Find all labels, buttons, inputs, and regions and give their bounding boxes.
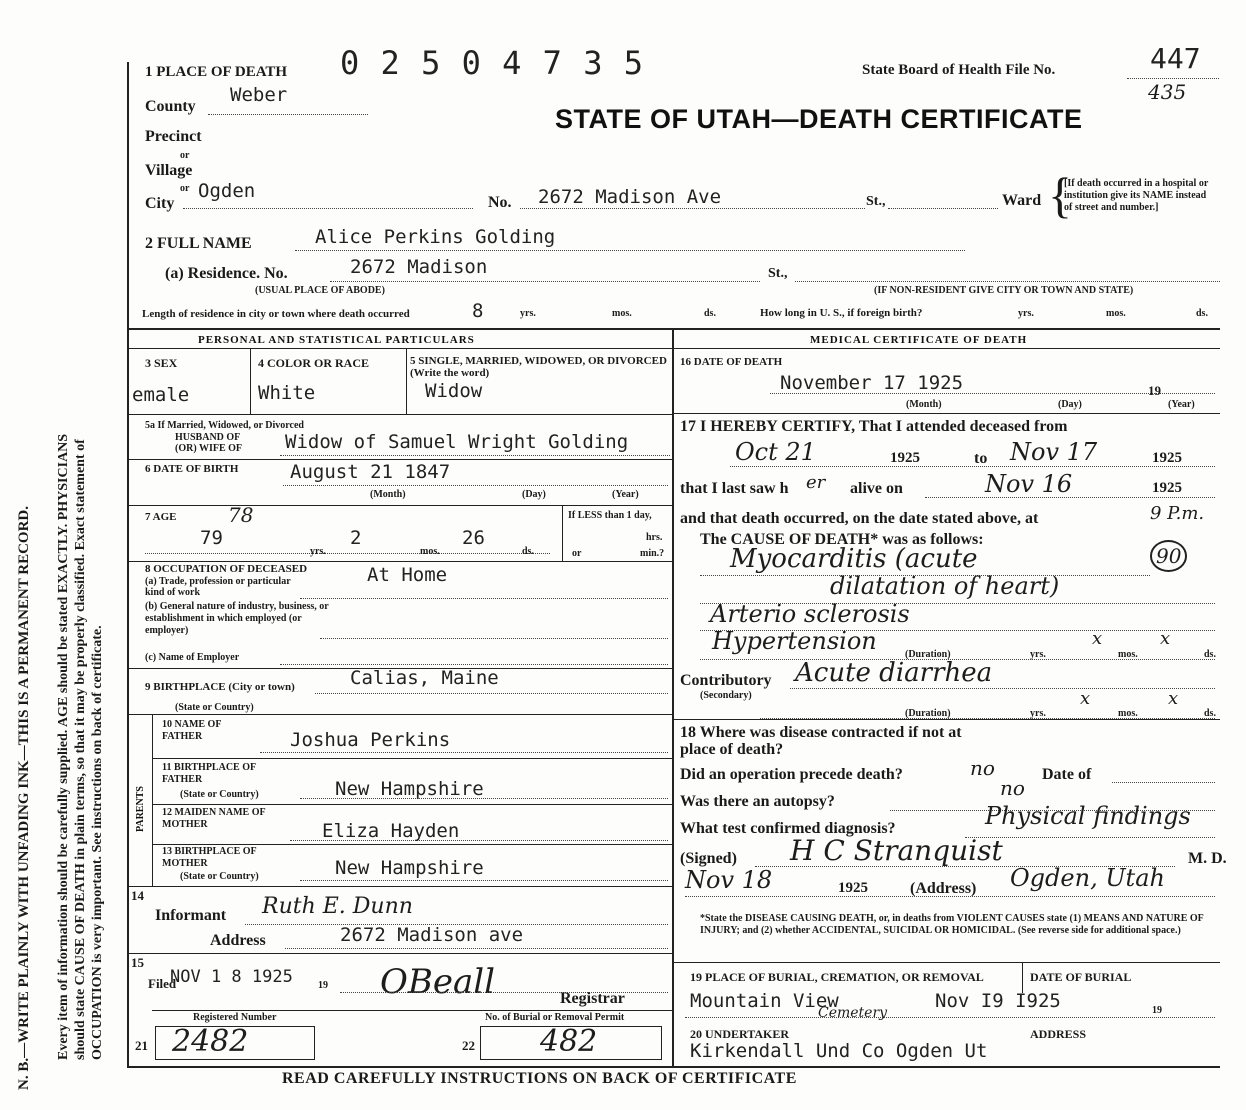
no-label: No. <box>488 194 512 211</box>
marital-value: Widow <box>425 380 483 402</box>
burial-place-hw: Cemetery <box>818 1005 888 1021</box>
cause-x-1: x <box>1092 628 1103 649</box>
cause-line-2: dilatation of heart) <box>830 572 1060 600</box>
date-of-label: Date of <box>1042 766 1092 783</box>
spouse-label-a: 5a If Married, Widowed, or Divorced <box>145 420 304 431</box>
parents-divider <box>152 715 153 887</box>
age-yrs: yrs. <box>310 546 326 557</box>
medical-section-title: MEDICAL CERTIFICATE OF DEATH <box>810 334 1028 346</box>
father-label: 10 NAME OF FATHER <box>162 719 222 742</box>
occ-label: 8 OCCUPATION OF DECEASED <box>145 563 308 575</box>
ward-bracket: { <box>1048 167 1072 223</box>
signed-label: (Signed) <box>680 850 737 867</box>
occ-line <box>300 598 668 599</box>
father-bp-label: 11 BIRTHPLACE OF FATHER <box>162 762 256 785</box>
item-15: 15 <box>131 955 144 970</box>
full-name-line <box>295 250 965 251</box>
age-ds: ds. <box>522 546 534 557</box>
contributory-value: Acute diarrhea <box>795 658 993 688</box>
alive-on-label: alive on <box>850 480 903 497</box>
nonresident-label: (IF NON-RESIDENT GIVE CITY OR TOWN AND STATE) <box>874 285 1134 296</box>
margin-line-1: N. B.—WRITE PLAINLY WITH UNFADING INK—THIS IS A PERMANENT RECORD. <box>16 506 32 1090</box>
item-22: 22 <box>462 1038 475 1053</box>
ward-label: Ward <box>1002 192 1042 209</box>
personal-header-line <box>127 348 672 349</box>
length-yrs-value: 8 <box>472 300 484 322</box>
date-of-death-value: November 17 1925 <box>780 372 964 394</box>
signed-year: 1925 <box>838 880 868 896</box>
informant-value: Ruth E. Dunn <box>262 894 413 919</box>
footer-instructions: READ CAREFULLY INSTRUCTIONS ON BACK OF CERTIFICATE <box>282 1070 797 1087</box>
us-yrs: yrs. <box>1018 308 1034 319</box>
age-divider <box>562 506 563 562</box>
date-of-death-label: 16 DATE OF DEATH <box>680 356 783 368</box>
color-value: White <box>258 382 316 404</box>
occ-c-label: (c) Name of Employer <box>145 652 240 663</box>
certify-from-year: 1925 <box>890 450 920 466</box>
occ-b-line <box>320 638 668 639</box>
residence-st: St., <box>768 266 788 281</box>
spouse-line <box>280 455 670 456</box>
full-name-value: Alice Perkins Golding <box>315 226 556 248</box>
father-bp-value: New Hampshire <box>335 778 484 800</box>
ward-gap-line <box>888 208 998 209</box>
county-value: Weber <box>230 84 288 106</box>
age-min: min.? <box>640 548 665 559</box>
file-no-alt: 435 <box>1148 80 1187 104</box>
city-label: City <box>145 195 175 212</box>
row14-bottom <box>127 953 672 954</box>
birthplace-value: Calias, Maine <box>350 667 499 689</box>
row5a-bottom <box>127 459 672 460</box>
age-years-hw: 78 <box>228 503 254 527</box>
burial-label: 19 PLACE OF BURIAL, CREMATION, OR REMOVAL <box>690 970 984 984</box>
cause-line-3: Arterio sclerosis <box>710 600 910 628</box>
residence-line <box>330 281 760 282</box>
age-or: or <box>572 548 582 559</box>
certificate-number: 0 2 5 0 4 7 3 5 <box>340 44 644 82</box>
certify-from: Oct 21 <box>735 438 816 466</box>
or-2: or <box>180 183 190 194</box>
filed-label: Filed <box>148 976 177 991</box>
row13-bottom <box>127 886 672 887</box>
village-label: Village <box>145 162 193 179</box>
autopsy-label: Was there an autopsy? <box>680 793 835 810</box>
undertaker-value: Kirkendall Und Co Ogden Ut <box>690 1040 988 1062</box>
certify-label: 17 I HEREBY CERTIFY, That I attended deceased from <box>680 418 1068 435</box>
filed-value: NOV 1 8 1925 <box>170 967 293 987</box>
cause-line-4: Hypertension <box>712 627 877 655</box>
center-divider <box>672 330 674 1067</box>
burial-date: Nov I9 I925 <box>935 990 1061 1012</box>
sex-divider <box>250 349 251 415</box>
certify-line <box>730 466 1215 467</box>
certify-to-year: 1925 <box>1152 450 1182 466</box>
burial-divider <box>1022 963 1023 993</box>
age-mos: mos. <box>420 546 440 557</box>
certify-to-label: to <box>974 450 988 467</box>
residence-label: (a) Residence. No. <box>165 265 288 282</box>
informant-label: Informant <box>155 907 227 924</box>
certificate-title: STATE OF UTAH—DEATH CERTIFICATE <box>555 104 1083 134</box>
contributory-line <box>790 688 1215 689</box>
death-time: 9 P.m. <box>1150 503 1205 524</box>
date-of-line <box>1112 782 1215 783</box>
burial-place: Mountain View <box>690 990 839 1012</box>
occ-value: At Home <box>367 564 448 586</box>
dob-month-label: (Month) <box>370 489 406 500</box>
contrib-x-1: x <box>1080 688 1091 709</box>
mother-label: 12 MAIDEN NAME OF MOTHER <box>162 807 266 830</box>
reg-header-line <box>152 1010 672 1011</box>
precinct-label: Precinct <box>145 128 202 145</box>
mother-bp-line <box>300 880 668 881</box>
address-rule <box>685 896 1215 897</box>
reg-no-label: Registered Number <box>193 1012 277 1023</box>
burial-line <box>685 1017 1215 1018</box>
residence-right-line <box>795 281 1220 282</box>
dob-line <box>283 485 668 486</box>
birthplace-label: 9 BIRTHPLACE (City or town) <box>145 681 295 693</box>
county-line <box>208 114 368 115</box>
residence-value: 2672 Madison <box>350 256 488 278</box>
physician-address: Ogden, Utah <box>1010 864 1165 892</box>
marital-label: 5 SINGLE, MARRIED, WIDOWED, OR DIVORCED (Write the word) <box>410 355 667 379</box>
city-line <box>183 208 473 209</box>
ward-note: [If death occurred in a hospital or institution give its NAME instead of street and number.] <box>1064 178 1209 213</box>
frame-left <box>127 62 129 1067</box>
test-label: What test confirmed diagnosis? <box>680 820 896 837</box>
reg-no-value: 2482 <box>172 1024 249 1059</box>
sex-label: 3 SEX <box>145 356 178 370</box>
father-bp-sub: (State or Country) <box>180 789 259 800</box>
spouse-label-c: (OR) WIFE OF <box>175 443 243 454</box>
physician-signature: H C Stranquist <box>790 834 1003 867</box>
row16-bottom <box>674 413 1220 414</box>
dob-label: 6 DATE OF BIRTH <box>145 463 239 475</box>
last-saw-year: 1925 <box>1152 480 1182 496</box>
file-no: 447 <box>1150 42 1201 75</box>
usual-abode-label: (USUAL PLACE OF ABODE) <box>255 285 385 296</box>
operation-value: no <box>970 756 995 780</box>
dod-month: (Month) <box>906 399 942 410</box>
age-label: 7 AGE <box>145 511 177 523</box>
city-value: Ogden <box>198 180 256 202</box>
spouse-value: Widow of Samuel Wright Golding <box>285 431 629 453</box>
last-saw-line <box>925 497 1215 498</box>
undertaker-address-label: ADDRESS <box>1030 1027 1087 1041</box>
dob-value: August 21 1847 <box>290 461 451 483</box>
age-line <box>145 553 550 554</box>
operation-label: Did an operation precede death? <box>680 766 903 783</box>
row6-bottom <box>127 505 672 506</box>
footnote: *State the DISEASE CAUSING DEATH, or, in deaths from VIOLENT CAUSES state (1) MEANS AND NATURE OF INJURY; and (2) whether ACCIDENTAL, SUICIDAL OR HOMICIDAL. (See reverse side for additional space.) <box>700 913 1204 936</box>
burial-19: 19 <box>1152 1005 1162 1016</box>
length-yrs: yrs. <box>520 308 536 319</box>
row10-bottom <box>152 758 672 759</box>
margin-line-4: OCCUPATION is very important. See instructions on back of certificate. <box>90 625 105 1060</box>
where-label: 18 Where was disease contracted if not at place of death? <box>680 724 962 758</box>
md-label: M. D. <box>1188 850 1227 867</box>
footnote-bottom <box>674 962 1220 963</box>
length-label: Length of residence in city or town where death occurred <box>142 308 410 320</box>
us-ds: ds. <box>1196 308 1208 319</box>
cause-line-1: Myocarditis (acute <box>730 544 978 574</box>
cause-number: 90 <box>1150 540 1187 572</box>
occ-b-label: (b) General nature of industry, business, or establishment in which employed (or employer) <box>145 601 329 636</box>
mother-bp-value: New Hampshire <box>335 857 484 879</box>
row12-bottom <box>152 844 672 845</box>
or-1: or <box>180 150 190 161</box>
cause-ds: ds. <box>1204 649 1216 660</box>
us-label: How long in U. S., if foreign birth? <box>760 307 923 319</box>
signed-date: Nov 18 <box>685 866 773 894</box>
age-years: 79 <box>200 527 223 549</box>
undertaker-label: 20 UNDERTAKER <box>690 1027 790 1041</box>
test-value: Physical findings <box>985 802 1191 830</box>
informant-address-line <box>285 948 668 949</box>
row17-bottom <box>674 719 1220 720</box>
informant-address-value: 2672 Madison ave <box>340 924 524 946</box>
row9-bottom <box>127 714 672 715</box>
address-line <box>520 208 865 209</box>
birthplace-line <box>315 693 668 694</box>
age-hrs: hrs. <box>646 532 663 543</box>
personal-section-title: PERSONAL AND STATISTICAL PARTICULARS <box>198 334 475 346</box>
registrar-label: Registrar <box>560 990 625 1007</box>
color-divider <box>406 349 407 415</box>
lessthan-label: If LESS than 1 day, <box>568 510 652 521</box>
age-months: 2 <box>350 527 362 549</box>
file-no-line <box>1127 78 1219 79</box>
secondary-label: (Secondary) <box>700 690 752 701</box>
cause-mos: mos. <box>1118 649 1138 660</box>
item-14: 14 <box>131 888 144 903</box>
contrib-yrs: yrs. <box>1030 708 1046 719</box>
cause-x-2: x <box>1160 628 1171 649</box>
contrib-mos: mos. <box>1118 708 1138 719</box>
birthplace-state: (State or Country) <box>175 702 254 713</box>
age-days: 26 <box>462 527 485 549</box>
address-label: (Address) <box>910 880 977 897</box>
full-name-label: 2 FULL NAME <box>145 235 252 252</box>
dod-year: (Year) <box>1168 399 1195 410</box>
address-value: 2672 Madison Ave <box>538 186 722 208</box>
cause-label: The CAUSE OF DEATH* was as follows: <box>700 531 984 548</box>
row3-bottom <box>127 414 672 415</box>
mother-value: Eliza Hayden <box>322 820 460 842</box>
medical-header-line <box>674 348 1220 349</box>
row7-bottom <box>127 561 672 562</box>
father-line <box>260 752 668 753</box>
sex-value: emale <box>132 384 190 406</box>
burial-no-value: 482 <box>540 1024 598 1059</box>
father-value: Joshua Perkins <box>290 729 451 751</box>
length-ds: ds. <box>704 308 716 319</box>
county-label: County <box>145 98 196 115</box>
last-saw-her: er <box>806 472 826 493</box>
burial-no-label: No. of Burial or Removal Permit <box>485 1012 625 1023</box>
file-no-label: State Board of Health File No. <box>862 62 1056 78</box>
date-19: 19 <box>1148 383 1161 398</box>
dob-day-label: (Day) <box>522 489 546 500</box>
length-mos: mos. <box>612 308 632 319</box>
dob-year-label: (Year) <box>612 489 639 500</box>
contributory-label: Contributory <box>680 672 772 689</box>
cause-duration: (Duration) <box>905 649 951 660</box>
cause-yrs: yrs. <box>1030 649 1046 660</box>
contrib-x-2: x <box>1168 688 1179 709</box>
filed-19: 19 <box>318 980 328 991</box>
us-mos: mos. <box>1106 308 1126 319</box>
last-saw-date: Nov 16 <box>985 470 1073 498</box>
item-21: 21 <box>135 1038 148 1053</box>
last-saw-label: that I last saw h <box>680 480 789 497</box>
margin-line-3: should state CAUSE OF DEATH in plain terms, so that it may be properly classified. Exact statement of <box>73 439 88 1060</box>
place-of-death-label: 1 PLACE OF DEATH <box>145 64 288 80</box>
contrib-duration: (Duration) <box>905 708 951 719</box>
occ-a-label: (a) Trade, profession or particular kind of work <box>145 576 291 598</box>
informant-address-label: Address <box>210 932 266 949</box>
mother-bp-label: 13 BIRTHPLACE OF MOTHER <box>162 846 257 869</box>
contrib-ds: ds. <box>1204 708 1216 719</box>
spouse-label-b: HUSBAND OF <box>175 432 241 443</box>
parents-label: PARENTS <box>135 786 146 832</box>
burial-date-label: DATE OF BURIAL <box>1030 970 1132 984</box>
margin-line-2: Every item of information should be carefully supplied. AGE should be stated EXACTLY. PHYSICIANS <box>56 433 71 1060</box>
registrar-signature: OBeall <box>380 962 495 1002</box>
autopsy-value: no <box>1000 776 1025 800</box>
occ-c-line <box>280 664 668 665</box>
death-time-label: and that death occurred, on the date stated above, at <box>680 510 1039 527</box>
dod-day: (Day) <box>1058 399 1082 410</box>
st-label: St., <box>866 194 886 209</box>
row11-bottom <box>152 804 672 805</box>
color-label: 4 COLOR OR RACE <box>258 356 370 370</box>
certify-to: Nov 17 <box>1010 438 1098 466</box>
mother-bp-sub: (State or Country) <box>180 871 259 882</box>
